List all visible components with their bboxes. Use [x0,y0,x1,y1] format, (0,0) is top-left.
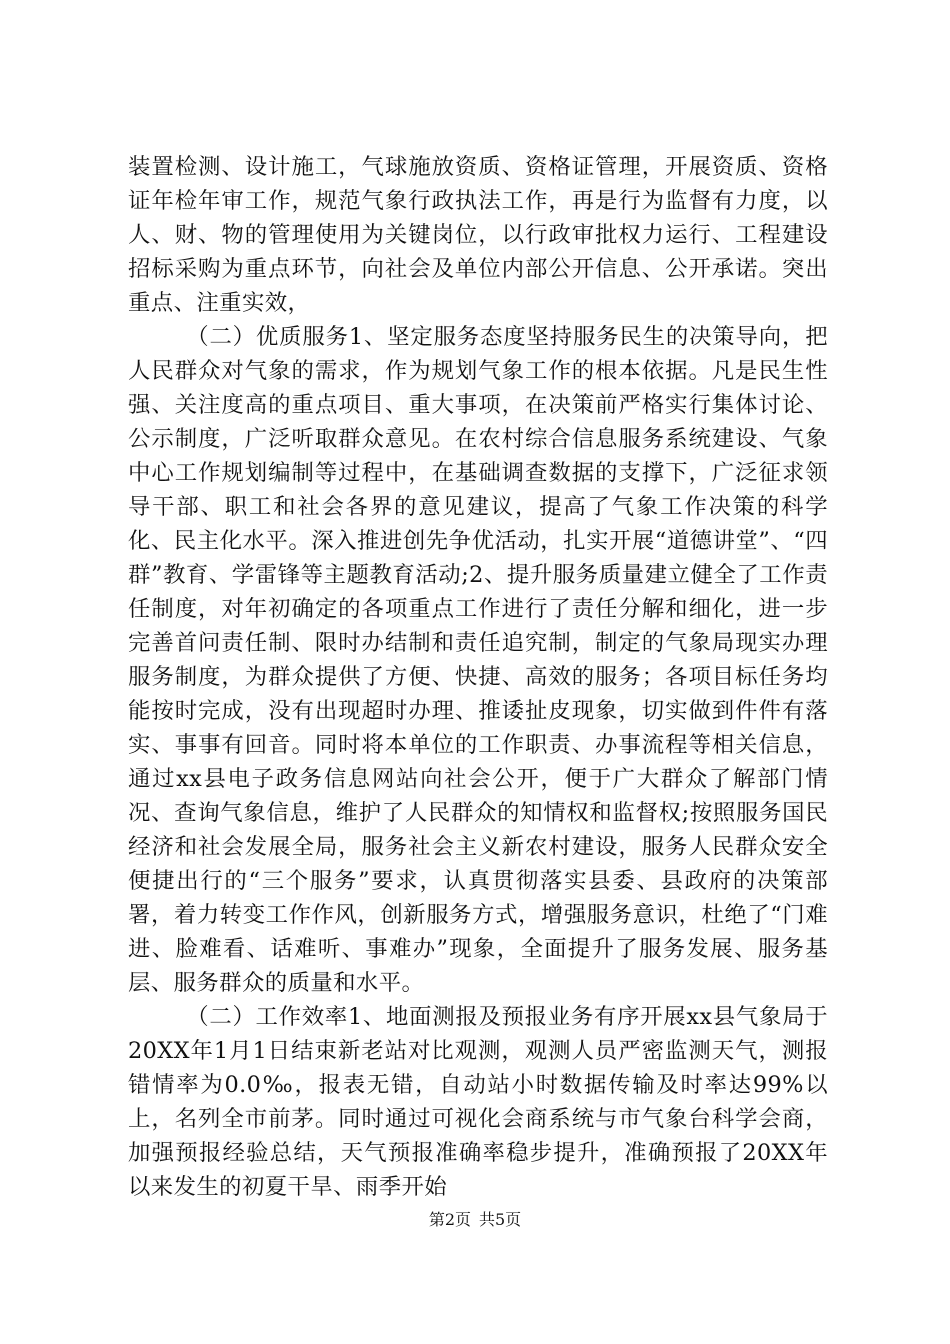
paragraph-continued: 装置检测、设计施工，气球施放资质、资格证管理，开展资质、资格证年检年审工作，规范气象行政执法工作，再是行为监督有力度，以人、财、物的管理使用为关键岗位，以行政审批权力运行、工程建设招标采购为重点环节，向社会及单位内部公开信息、公开承诺。突出重点、注重实效， [128,154,828,316]
page-number-current: 第2页 [428,1210,471,1229]
document-body [128,150,828,1204]
page-footer [0,1210,950,1230]
paragraph-work-efficiency: （二）工作效率1、地面测报及预报业务有序开展xx县气象局于20XX年1月1日结束新老站对比观测，观测人员严密监测天气，测报错情率为0.0‰，报表无错，自动站小时数据传输及时率达99%以上，名列全市前茅。同时通过可视化会商系统与市气象台科学会商，加强预报经验总结，天气预报准确率稳步提升，准确预报了20XX年以来发生的初夏干旱、雨季开始 [128,1004,828,1200]
page-number-total: 共5页 [479,1210,522,1229]
paragraph-quality-service: （二）优质服务1、坚定服务态度坚持服务民生的决策导向，把人民群众对气象的需求，作为规划气象工作的根本依据。凡是民生性强、关注度高的重点项目、重大事项，在决策前严格实行集体讨论、公示制度，广泛听取群众意见。在农村综合信息服务系统建设、气象中心工作规划编制等过程中，在基础调查数据的支撑下，广泛征求领导干部、职工和社会各界的意见建议，提高了气象工作决策的科学化、民主化水平。深入推进创先争优活动，扎实开展“道德讲堂”、“四群”教育、学雷锋等主题教育活动;2、提升服务质量建立健全了工作责任制度，对年初确定的各项重点工作进行了责任分解和细化，进一步完善首问责任制、限时办结制和责任追究制，制定的气象局现实办理服务制度，为群众提供了方便、快捷、高效的服务；各项目标任务均能按时完成，没有出现超时办理、推诿扯皮现象，切实做到件件有落实、事事有回音。同时将本单位的工作职责、办事流程等相关信息，通过xx县电子政务信息网站向社会公开，便于广大群众了解部门情况、查询气象信息，维护了人民群众的知情权和监督权;按照服务国民经济和社会发展全局，服务社会主义新农村建设，服务人民群众安全便捷出行的“三个服务”要求，认真贯彻落实县委、县政府的决策部署，着力转变工作作风，创新服务方式，增强服务意识，杜绝了“门难进、脸难看、话难听、事难办”现象，全面提升了服务发展、服务基层、服务群众的质量和水平。 [128,324,828,996]
